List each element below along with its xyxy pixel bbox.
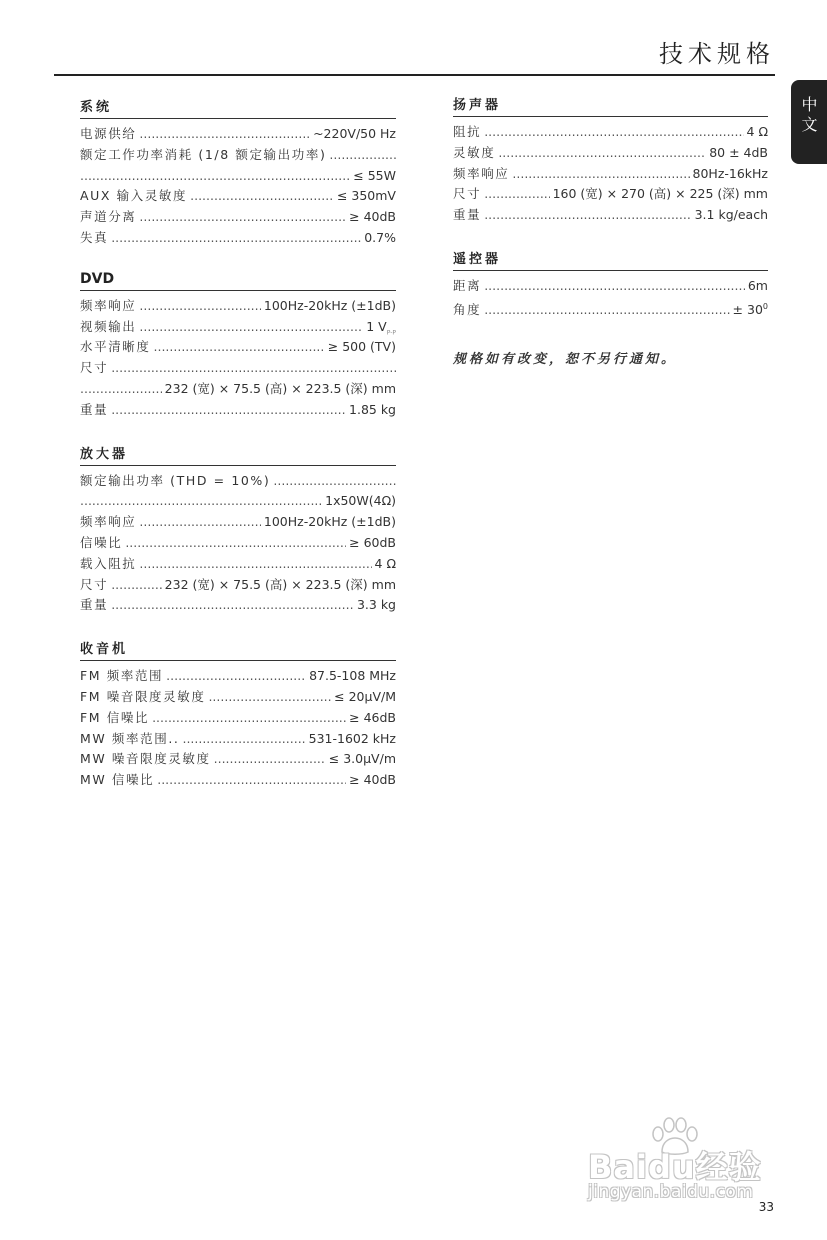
leader-dots <box>125 533 346 554</box>
spec-label: 载入阻抗 <box>80 555 137 571</box>
spec-row <box>80 770 396 791</box>
spec-row <box>80 666 396 687</box>
spec-value <box>325 491 396 512</box>
spec-value-text: 160 (宽) × 270 (高) × 225 (深) mm <box>552 186 768 202</box>
spec-value <box>693 164 768 185</box>
leader-dots <box>152 708 346 729</box>
spec-label: FM 噪音限度灵敏度 <box>80 688 206 704</box>
spec-value <box>165 379 396 400</box>
spec-value-text: 100Hz-20kHz (±1dB) <box>263 514 396 530</box>
spec-row <box>80 687 396 708</box>
spec-value-text: 531-1602 kHz <box>308 730 396 746</box>
spec-value <box>349 400 396 421</box>
spec-value <box>309 729 396 750</box>
section-heading: DVD <box>80 271 396 291</box>
leader-dots <box>139 124 310 145</box>
spec-label: MW 噪音限度灵敏度 <box>80 751 211 767</box>
spec-value <box>328 337 396 358</box>
baidu-watermark <box>588 1116 778 1212</box>
spec-value <box>747 122 768 143</box>
spec-value <box>309 666 396 687</box>
spec-label: 距离 <box>453 277 482 293</box>
leader-dots <box>111 575 161 596</box>
spec-row <box>80 379 396 400</box>
spec-row <box>453 276 768 297</box>
spec-value-text: 100Hz-20kHz (±1dB) <box>263 297 396 313</box>
page-title: 技术规格 <box>659 40 775 68</box>
leader-dots <box>111 595 354 616</box>
header-rule <box>54 74 775 76</box>
spec-row <box>80 471 396 492</box>
spec-value <box>329 749 396 770</box>
leader-dots <box>139 554 371 575</box>
spec-row <box>453 122 768 143</box>
leader-dots <box>154 337 325 358</box>
spec-value <box>709 143 768 164</box>
spec-value-text: ≥ 40dB <box>349 209 396 225</box>
leader-dots <box>484 300 729 318</box>
spec-label: FM 信噪比 <box>80 709 150 725</box>
spec-value <box>349 708 396 729</box>
spec-label: 尺寸 <box>80 360 109 376</box>
spec-value-text: 80Hz-16kHz <box>692 165 768 181</box>
leader-dots <box>139 207 346 228</box>
leader-dots <box>139 317 363 338</box>
leader-dots <box>484 276 745 297</box>
spec-label: 重量 <box>80 401 109 417</box>
spec-value-text: ≥ 46dB <box>349 709 396 725</box>
language-tab <box>791 80 827 164</box>
spec-value-text: 87.5-108 MHz <box>309 668 396 684</box>
spec-value <box>349 533 396 554</box>
leader-dots <box>512 164 689 185</box>
section-heading: 遥控器 <box>453 248 768 271</box>
leader-dots <box>208 687 331 708</box>
spec-value-text: ± 30 <box>732 301 763 317</box>
spec-value <box>337 186 396 207</box>
language-tab-label: 中文 <box>799 96 818 136</box>
spec-label: FM 频率范围 <box>80 668 164 684</box>
spec-value <box>313 124 396 145</box>
leader-dots <box>182 729 305 750</box>
spec-label: 阻抗 <box>453 124 482 139</box>
spec-value-text: 0.7% <box>364 229 396 245</box>
leader-dots <box>484 205 691 226</box>
spec-label: AUX 输入灵敏度 <box>80 188 188 204</box>
leader-dots <box>484 184 549 205</box>
spec-row <box>80 400 396 421</box>
spec-label: MW 信噪比 <box>80 772 155 788</box>
spec-row <box>80 491 396 512</box>
spec-value <box>695 205 768 226</box>
spec-label: 频率响应 <box>453 165 510 181</box>
spec-row <box>80 749 396 770</box>
spec-value-text: ≤ 55W <box>353 167 396 183</box>
spec-row <box>80 166 396 187</box>
spec-label: 视频输出 <box>80 318 137 334</box>
watermark-url: jingyan.baidu.com <box>588 1182 754 1202</box>
leader-dots <box>484 122 743 143</box>
spec-row <box>453 205 768 226</box>
spec-value <box>165 575 396 596</box>
spec-value <box>349 770 396 791</box>
spec-value-text: 1x50W(4Ω) <box>325 493 396 509</box>
spec-row <box>80 554 396 575</box>
spec-value-text: 1.85 kg <box>349 401 396 417</box>
spec-value <box>264 512 396 533</box>
spec-value <box>349 207 396 228</box>
spec-value-text: 6m <box>747 277 768 293</box>
spec-value-text: ≤ 20μV/M <box>334 688 396 704</box>
spec-row <box>453 143 768 164</box>
spec-label: MW 频率范围.. <box>80 730 180 746</box>
spec-label: 声道分离 <box>80 209 137 225</box>
leader-dots <box>139 512 260 533</box>
spec-label: 额定工作功率消耗 (1/8 额定输出功率) <box>80 146 327 162</box>
spec-section <box>453 248 768 318</box>
leader-dots <box>80 379 162 400</box>
spec-section <box>80 443 396 617</box>
spec-row <box>80 708 396 729</box>
spec-value-text: ≤ 350mV <box>336 188 396 204</box>
spec-label: 尺寸 <box>453 186 482 202</box>
spec-label: 额定输出功率 (THD = 10%) <box>80 472 271 488</box>
leader-dots <box>139 296 260 317</box>
spec-value <box>366 317 396 338</box>
spec-row <box>80 358 396 379</box>
leader-dots <box>166 666 306 687</box>
spec-value-text: 80 ± 4dB <box>709 144 768 160</box>
spec-row <box>80 533 396 554</box>
spec-label: 灵敏度 <box>453 144 496 160</box>
spec-row <box>80 296 396 317</box>
spec-value <box>733 297 768 318</box>
spec-row <box>453 297 768 318</box>
spec-row <box>80 186 396 207</box>
spec-label: 信噪比 <box>80 534 123 550</box>
spec-section <box>80 271 396 421</box>
spec-label: 频率响应 <box>80 514 137 530</box>
section-heading: 收音机 <box>80 638 396 661</box>
leader-dots <box>190 186 334 207</box>
spec-row <box>453 164 768 185</box>
spec-row <box>80 337 396 358</box>
spec-row <box>80 512 396 533</box>
spec-value <box>748 276 768 297</box>
spec-row <box>80 575 396 596</box>
leader-dots <box>498 143 706 164</box>
specification-notice: 规格如有改变，恕不另行通知。 <box>453 351 678 367</box>
spec-value-text: ~220V/50 Hz <box>313 126 396 141</box>
spec-value-text: ≥ 500 (TV) <box>327 339 396 355</box>
spec-value <box>264 296 396 317</box>
spec-row <box>80 145 396 166</box>
spec-value-text: 3.3 kg <box>356 597 396 613</box>
leader-dots <box>80 491 322 512</box>
leader-dots <box>111 228 361 249</box>
spec-row <box>80 317 396 338</box>
spec-section <box>80 96 396 249</box>
spec-value-text: 4 Ω <box>374 555 396 571</box>
spec-value-text: 232 (宽) × 75.5 (高) × 223.5 (深) mm <box>164 576 396 592</box>
spec-label: 水平清晰度 <box>80 339 151 355</box>
spec-section <box>80 638 396 791</box>
leader-dots <box>273 471 396 492</box>
leader-dots <box>157 770 346 791</box>
spec-row <box>80 595 396 616</box>
leader-dots <box>214 749 326 770</box>
spec-label: 重量 <box>453 207 482 223</box>
spec-value-text: 232 (宽) × 75.5 (高) × 223.5 (深) mm <box>164 380 396 396</box>
spec-label: 频率响应 <box>80 297 137 313</box>
spec-value-text: 1 V <box>366 318 387 334</box>
spec-value-text: 3.1 kg/each <box>694 207 768 223</box>
spec-row <box>80 729 396 750</box>
spec-label: 重量 <box>80 597 109 613</box>
spec-section <box>453 94 768 226</box>
spec-value <box>357 595 396 616</box>
spec-value <box>553 184 768 205</box>
spec-label: 电源供给 <box>80 126 137 141</box>
section-heading: 扬声器 <box>453 94 768 117</box>
spec-value <box>334 687 396 708</box>
left-spec-column <box>80 96 396 813</box>
leader-dots <box>111 400 346 421</box>
spec-value <box>353 166 396 187</box>
page-number: 33 <box>758 1200 774 1214</box>
spec-value-text: ≥ 40dB <box>349 772 396 788</box>
spec-row <box>80 207 396 228</box>
spec-value-subscript: P-P <box>386 329 396 337</box>
leader-dots <box>80 166 350 187</box>
spec-row <box>453 184 768 205</box>
spec-value-text: ≥ 60dB <box>349 534 396 550</box>
spec-value <box>375 554 396 575</box>
spec-value-superscript: 0 <box>762 301 768 311</box>
spec-row <box>80 228 396 249</box>
section-heading: 系统 <box>80 96 396 119</box>
spec-value-text: 4 Ω <box>746 124 768 139</box>
section-heading: 放大器 <box>80 443 396 466</box>
leader-dots <box>329 145 396 166</box>
spec-label: 角度 <box>453 301 482 317</box>
spec-value <box>364 228 396 249</box>
leader-dots <box>111 358 396 379</box>
spec-value-text: ≤ 3.0μV/m <box>328 751 396 767</box>
right-spec-column <box>453 94 768 367</box>
spec-label: 尺寸 <box>80 576 109 592</box>
spec-label: 失真 <box>80 229 109 245</box>
spec-row <box>80 124 396 145</box>
watermark-text: Baidu经验 <box>588 1148 762 1186</box>
